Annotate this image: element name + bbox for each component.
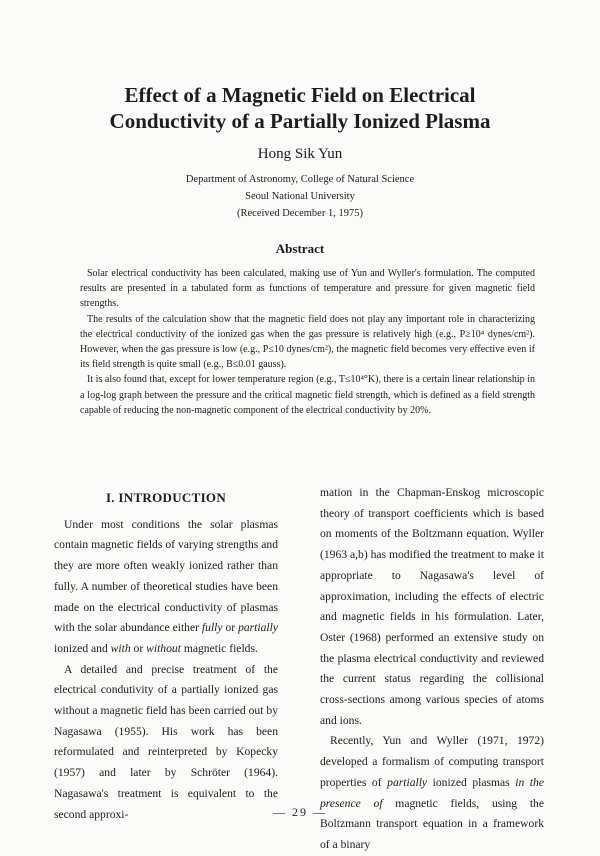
- intro-paragraph-2-continued: mation in the Chapman-Enskog microscopic theory of transport coefficients which is based on moments of the Boltzmann equation. Wyller (1963 a,b) has modified the treatment to make it appropriate to Nagasawa's level of approximation, including the effects of electric and magnetic fields in his formulation. Later, Oster (1968) performed an extensive study on the plasma electrical conductivity and reviewed the current status regarding the collisional cross-sections among various species of atoms and ions.: [320, 486, 544, 727]
- abstract-paragraph-3: It is also found that, except for lower temperature region (e.g., T≤10⁴°K), there is a certain linear relationship in a log-log graph between the pressure and the critical magnetic field strength, which is defined as a field strength capable of reducing the non-magnetic component of the electrical conductivity by 20%.: [80, 374, 535, 416]
- affiliation-university: Seoul National University: [245, 191, 355, 202]
- abstract-paragraph-2: The results of the calculation show that the magnetic field does not play any important role in characterizing the electrical conductivity of the ionized gas when the gas pressure is relatively high (e.g., P≥10⁴ dynes/cm²). However, when the gas pressure is low (e.g., P≤10 dynes/cm²), the magnetic field becomes very effective even if its field strength is quite small (e.g., B≤0.01 gauss).: [80, 313, 535, 371]
- intro-paragraph-1: Under most conditions the solar plasmas contain magnetic fields of varying strengths and they are more often weakly ionized rather than fully. A number of theoretical studies have been made on the electrical conductivity of plasmas with the solar abundance either fully or partially ionized and with or without magnetic fields.: [54, 517, 278, 655]
- abstract-paragraph-1: Solar electrical conductivity has been calculated, making use of Yun and Wyller's formulation. The computed results are presented in a tabulated form as functions of temperature and pressure for given magnetic field strengths.: [80, 268, 535, 310]
- author-name: Hong Sik Yun: [257, 146, 343, 162]
- title-line-2: Conductivity of a Partially Ionized Plasma: [109, 109, 491, 133]
- title-line-1: Effect of a Magnetic Field on Electrical: [124, 83, 476, 107]
- affiliation-block: [0, 171, 600, 222]
- intro-paragraph-2: A detailed and precise treatment of the electrical condutivity of a partially ionized gas without a magnetic field has been carried out by Nagasawa (1955). His work has been reformulated and reinterpreted by Kopecky (1957) and later by Schröter (1964). Nagasawa's treatment is equivalent to the second approxi-: [54, 662, 278, 821]
- affiliation-department: Department of Astronomy, College of Natural Science: [185, 174, 415, 185]
- received-date: (Received December 1, 1975): [237, 208, 363, 219]
- right-column: [320, 483, 544, 856]
- section-heading-introduction: I. INTRODUCTION: [105, 490, 227, 505]
- abstract-heading: Abstract: [275, 241, 325, 256]
- intro-paragraph-3: Recently, Yun and Wyller (1971, 1972) developed a formalism of computing transport properties of partially ionized plasmas in the presence of magnetic fields, using the Boltzmann transport equation in a framework of a binary: [320, 734, 545, 851]
- page-number: — 29 —: [273, 805, 327, 819]
- left-column: [54, 486, 278, 825]
- abstract-body: [80, 266, 535, 418]
- paper-title: [60, 82, 540, 134]
